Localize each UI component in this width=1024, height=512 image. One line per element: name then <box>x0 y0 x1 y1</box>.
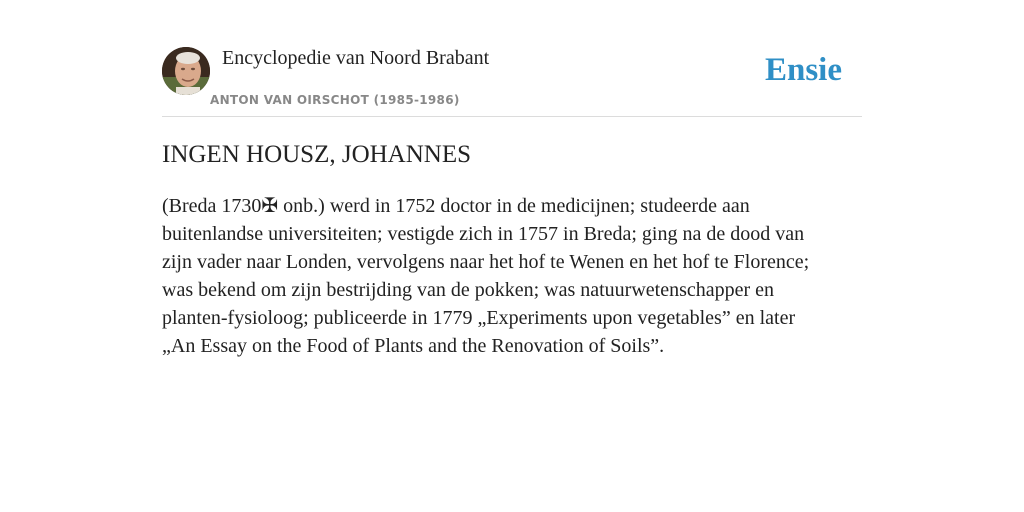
entry-body-line: planten-fysioloog; publiceerde in 1779 „Experiments upon vegetables” en later <box>162 307 796 329</box>
entry-title: INGEN HOUSZ, JOHANNES <box>162 141 472 168</box>
entry-body-line: (Breda 1730✠ onb.) werd in 1752 doctor in de medicijnen; studeerde aan <box>162 195 750 217</box>
entry-body-line: „An Essay on the Food of Plants and the Renovation of Soils”. <box>162 335 665 357</box>
entry-body-line: buitenlandse universiteiten; vestigde zich in 1757 in Breda; ging na de dood van <box>162 223 805 245</box>
entry-body-line: zijn vader naar Londen, vervolgens naar het hof te Wenen en het hof te Florence; <box>162 251 810 273</box>
book-header <box>162 0 862 117</box>
author-avatar[interactable] <box>162 47 210 95</box>
entry-body-line: was bekend om zijn bestrijding van de pokken; was natuurwetenschapper en <box>162 279 775 301</box>
page-container <box>162 0 862 357</box>
author-name[interactable]: ANTON VAN OIRSCHOT (1985-1986) <box>210 93 460 107</box>
entry-body <box>162 192 862 360</box>
ensie-logo[interactable]: Ensie <box>764 52 842 88</box>
author-portrait-icon <box>162 47 210 95</box>
book-title[interactable]: Encyclopedie van Noord Brabant <box>222 47 490 69</box>
